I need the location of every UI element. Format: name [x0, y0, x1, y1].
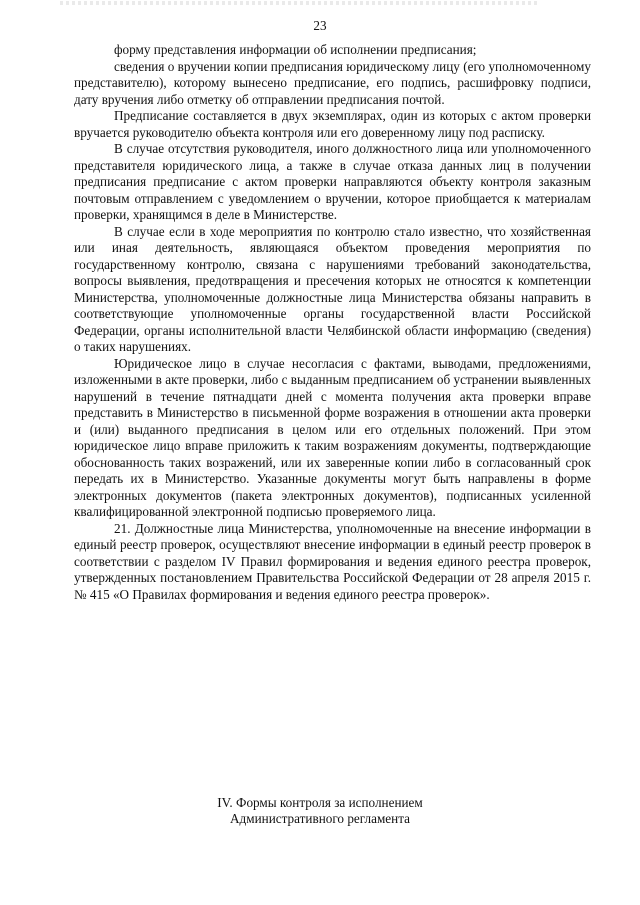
- scan-artifact: [60, 1, 540, 5]
- section-heading: [0, 795, 640, 827]
- section-heading-line2: Административного регламента: [230, 811, 410, 826]
- paragraph-two-copies: Предписание составляется в двух экземплярах, один из которых с актом проверки вручается руководителю объекта контроля или его доверенному лицу под расписку.: [74, 108, 591, 140]
- paragraph-absence-of-head: В случае отсутствия руководителя, иного должностного лица или уполномоченного представителя юридического лица, а также в случае отказа данных лиц в получении предписания предписание с актом проверки направляются объекту контроля заказным почтовым отправлением с уведомлением о вручении, которое приобщается к материалам проверки, хранящимся в деле в Министерстве.: [74, 141, 591, 222]
- document-body: [74, 42, 591, 603]
- section-heading-line1: IV. Формы контроля за исполнением: [217, 795, 423, 810]
- paragraph-form-info: форму представления информации об исполнении предписания;: [114, 42, 477, 57]
- paragraph-registry: 21. Должностные лица Министерства, уполномоченные на внесение информации в единый реестр проверок, осуществляют внесение информации в единый реестр проверок в соответствии с разделом IV Правил формирования и ведения единого реестра проверок, утвержденных постановлением Правительства Российской Федерации от 28 апреля 2015 г. № 415 «О Правилах формирования и ведения единого реестра проверок».: [74, 520, 591, 602]
- paragraph-violations-report: В случае если в ходе мероприятия по контролю стало известно, что хозяйственная или иная деятельность, являющаяся объектом проведения мероприятия по государственному контролю, связана с нарушениями требований законодательства, вопросы выявления, предотвращения и пресечения которых не относятся к компетенции Министерства, уполномоченные должностные лица Министерства обязаны направить в соответствующие уполномоченные органы государственной власти Российской Федерации, органы исполнительной власти Челябинской области информацию (сведения) о таких нарушениях.: [74, 223, 591, 354]
- paragraph-delivery-info: сведения о вручении копии предписания юридическому лицу (его уполномоченному представителю), которому вынесено предписание, его подпись, расшифровку подписи, дату вручения либо отметку об отправлении предписания почтой.: [74, 58, 591, 107]
- page-number: 23: [313, 18, 327, 33]
- paragraph-objections: Юридическое лицо в случае несогласия с фактами, выводами, предложениями, изложенными в акте проверки, либо с выданным предписанием об устранении выявленных нарушений в течение пятнадцати дней с момента получения акта проверки вправе представить в Министерство в письменной форме возражения в отношении акта проверки и (или) выданного предписания в целом или его отдельных положений. При этом юридическое лицо вправе приложить к таким возражениям документы, подтверждающие обоснованность таких возражений, или их заверенные копии либо в согласованный срок передать их в Министерство. Указанные документы могут быть направлены в форме электронных документов (пакета электронных документов), подписанных усиленной квалифицированной электронной подписью проверяемого лица.: [74, 355, 591, 519]
